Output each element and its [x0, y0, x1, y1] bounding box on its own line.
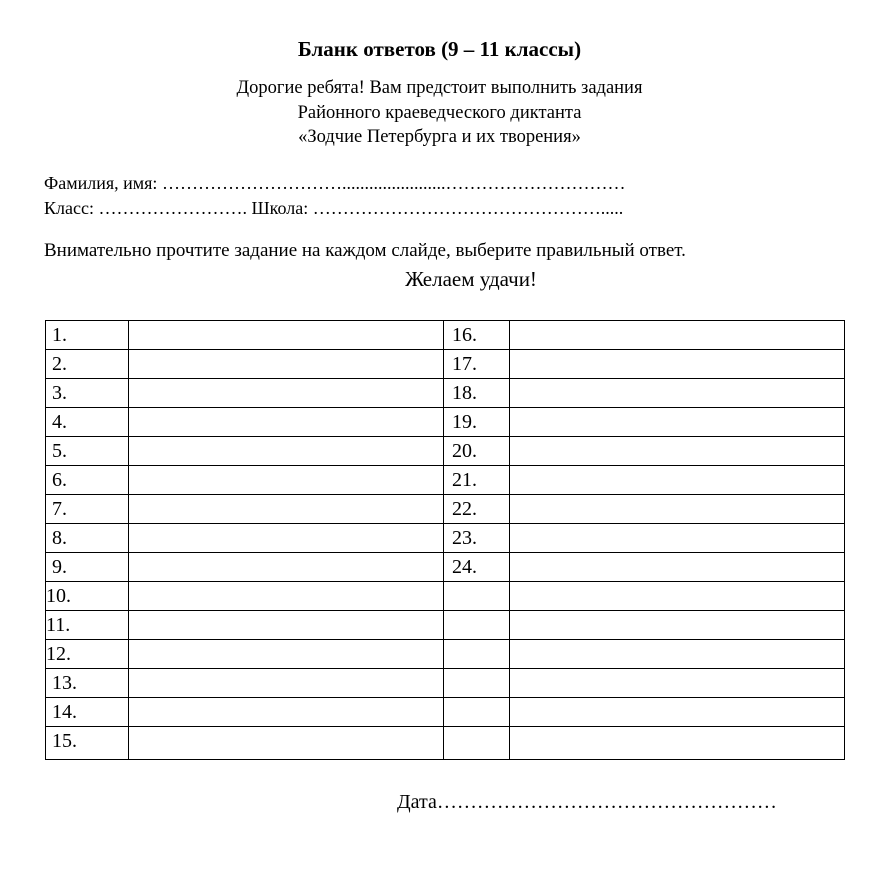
question-number: 1.	[46, 321, 129, 350]
answer-cell[interactable]	[129, 408, 444, 437]
answer-cell[interactable]	[129, 437, 444, 466]
answer-cell[interactable]	[129, 640, 444, 669]
empty-number-cell	[444, 669, 510, 698]
answer-cell[interactable]	[129, 495, 444, 524]
intro-line-3: «Зодчие Петербурга и их творения»	[298, 127, 581, 147]
empty-number-cell	[444, 582, 510, 611]
name-label: Фамилия, имя:	[44, 173, 158, 193]
school-fill-dots[interactable]: ………………………………………….....	[312, 198, 624, 218]
answer-cell[interactable]	[510, 553, 845, 582]
class-fill-dots[interactable]: …………………….	[98, 198, 247, 218]
intro-line-1: Дорогие ребята! Вам предстоит выполнить задания	[236, 78, 643, 98]
name-fill-dots[interactable]: ………………………….......................…………………………	[161, 173, 626, 193]
question-number: 12.	[46, 640, 129, 669]
answer-cell[interactable]	[510, 640, 845, 669]
date-fill-dots[interactable]: ……………………………………………	[436, 791, 777, 813]
empty-number-cell	[444, 611, 510, 640]
answer-cell[interactable]	[510, 379, 845, 408]
answer-cell[interactable]	[129, 611, 444, 640]
question-number: 18.	[444, 379, 510, 408]
school-label: Школа:	[251, 198, 309, 218]
question-number: 19.	[444, 408, 510, 437]
question-number: 4.	[46, 408, 129, 437]
answer-cell[interactable]	[129, 727, 444, 760]
table-row	[46, 379, 845, 408]
question-number: 17.	[444, 350, 510, 379]
question-number: 3.	[46, 379, 129, 408]
question-number: 5.	[46, 437, 129, 466]
question-number: 20.	[444, 437, 510, 466]
answer-cell[interactable]	[510, 350, 845, 379]
question-number: 14.	[46, 698, 129, 727]
table-row	[46, 350, 845, 379]
name-field-line	[44, 171, 625, 195]
answer-cell[interactable]	[129, 524, 444, 553]
answer-cell[interactable]	[510, 727, 845, 760]
table-row	[46, 669, 845, 698]
answer-cell[interactable]	[129, 698, 444, 727]
answer-cell[interactable]	[510, 582, 845, 611]
answer-cell[interactable]	[129, 669, 444, 698]
table-row	[46, 698, 845, 727]
answer-cell[interactable]	[510, 495, 845, 524]
good-luck-text: Желаем удачи!	[405, 267, 537, 291]
table-row	[46, 611, 845, 640]
date-label: Дата	[397, 791, 437, 813]
answer-cell[interactable]	[129, 321, 444, 350]
question-number: 22.	[444, 495, 510, 524]
table-row	[46, 466, 845, 495]
answer-cell[interactable]	[510, 466, 845, 495]
empty-number-cell	[444, 698, 510, 727]
table-row	[46, 640, 845, 669]
question-number: 7.	[46, 495, 129, 524]
empty-number-cell	[444, 640, 510, 669]
answer-cell[interactable]	[129, 466, 444, 495]
class-school-field-line	[44, 196, 623, 220]
answer-cell[interactable]	[510, 611, 845, 640]
empty-number-cell	[444, 727, 510, 760]
question-number: 16.	[444, 321, 510, 350]
question-number: 2.	[46, 350, 129, 379]
question-number: 8.	[46, 524, 129, 553]
table-row	[46, 321, 845, 350]
table-row	[46, 727, 845, 760]
table-row	[46, 495, 845, 524]
answer-cell[interactable]	[510, 524, 845, 553]
question-number: 23.	[444, 524, 510, 553]
table-row	[46, 408, 845, 437]
class-label: Класс:	[44, 198, 94, 218]
answer-cell[interactable]	[129, 582, 444, 611]
answer-cell[interactable]	[510, 698, 845, 727]
table-row	[46, 553, 845, 582]
table-row	[46, 524, 845, 553]
answer-cell[interactable]	[510, 437, 845, 466]
question-number: 11.	[46, 611, 129, 640]
question-number: 21.	[444, 466, 510, 495]
question-number: 9.	[46, 553, 129, 582]
table-row	[46, 437, 845, 466]
answer-cell[interactable]	[510, 669, 845, 698]
question-number: 13.	[46, 669, 129, 698]
question-number: 10.	[46, 582, 129, 611]
page-title: Бланк ответов (9 – 11 классы)	[297, 37, 582, 61]
question-number: 24.	[444, 553, 510, 582]
answer-cell[interactable]	[129, 350, 444, 379]
answers-table	[45, 320, 845, 760]
question-number: 6.	[46, 466, 129, 495]
answer-cell[interactable]	[129, 379, 444, 408]
answer-cell[interactable]	[129, 553, 444, 582]
answer-cell[interactable]	[510, 321, 845, 350]
table-row	[46, 582, 845, 611]
answer-cell[interactable]	[510, 408, 845, 437]
instruction-text: Внимательно прочтите задание на каждом слайде, выберите правильный ответ.	[44, 240, 686, 261]
intro-line-2: Районного краеведческого диктанта	[297, 103, 582, 123]
question-number: 15.	[46, 727, 129, 760]
date-field-line	[397, 789, 777, 815]
